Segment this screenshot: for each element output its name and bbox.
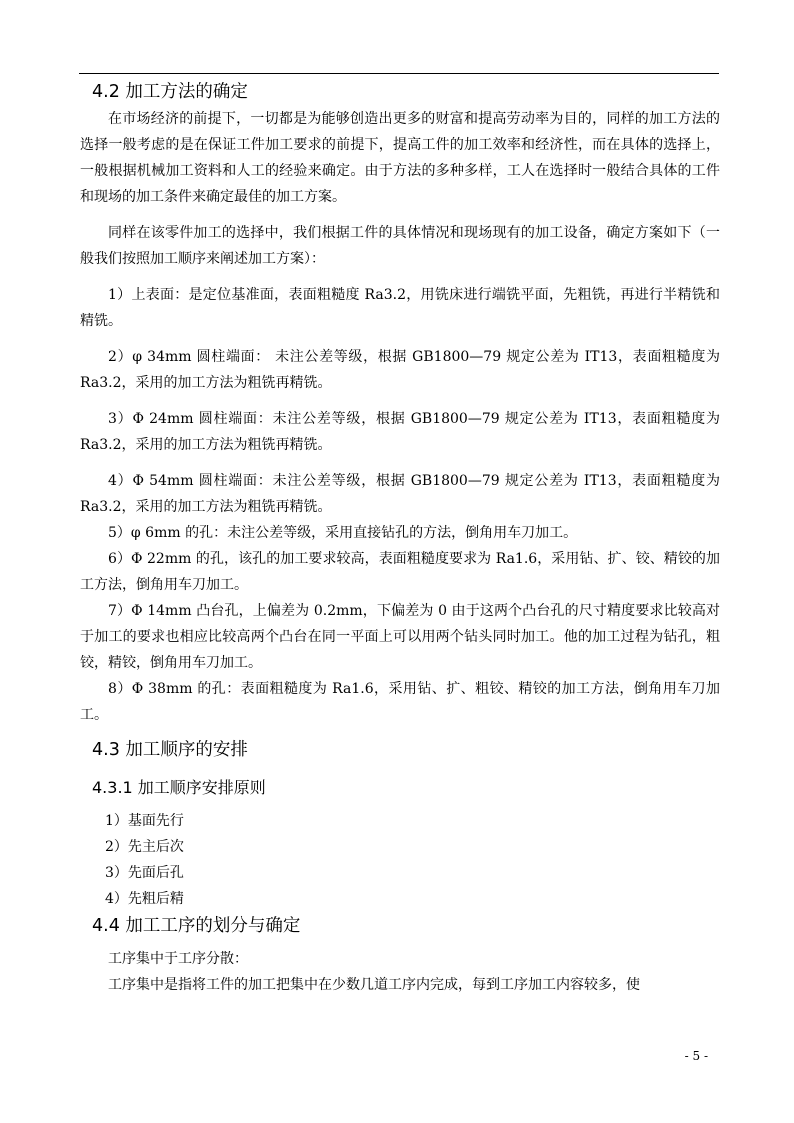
list-item: 5）φ 6mm 的孔：未注公差等级，采用直接钻孔的方法，倒角用车刀加工。 <box>108 525 578 541</box>
list-item: 1）上表面：是定位基准面，表面粗糙度 Ra3.2，用铣床进行端铣平面，先粗铣，再进行半精铣和精铣。 <box>80 287 720 329</box>
list-item: 1）基面先行 <box>105 813 184 829</box>
list-item: 2）φ 34mm 圆柱端面： 未注公差等级，根据 GB1800—79 规定公差为 IT13，表面粗糙度为 Ra3.2，采用的加工方法为粗铣再精铣。 <box>80 349 720 391</box>
header-rule <box>79 73 719 74</box>
section-4-3-title: 4.3 加工顺序的安排 <box>92 740 248 760</box>
list-item: 4）Φ 54mm 圆柱端面：未注公差等级，根据 GB1800—79 规定公差为 IT13，表面粗糙度为 Ra3.2，采用的加工方法为粗铣再精铣。 <box>80 473 720 515</box>
document-body <box>80 78 720 998</box>
list-item: 3）Φ 24mm 圆柱端面：未注公差等级，根据 GB1800—79 规定公差为 IT13，表面粗糙度为 Ra3.2，采用的加工方法为粗铣再精铣。 <box>80 411 720 453</box>
list-item: 7）Φ 14mm 凸台孔，上偏差为 0.2mm，下偏差为 0 由于这两个凸台孔的尺寸精度要求比较高对于加工的要求也相应比较高两个凸台在同一平面上可以用两个钻头同时加工。他的加工过程为钻孔，粗铰，精铰，倒角用车刀加工。 <box>80 603 720 671</box>
section-4-3-1-title: 4.3.1 加工顺序安排原则 <box>92 778 266 797</box>
list-item: 6）Φ 22mm 的孔，该孔的加工要求较高，表面粗糙度要求为 Ra1.6，采用钻、扩、铰、精铰的加工方法，倒角用车刀加工。 <box>80 551 720 593</box>
list-item: 8）Φ 38mm 的孔：表面粗糙度为 Ra1.6，采用钻、扩、粗铰、精铰的加工方法，倒角用车刀加工。 <box>80 681 720 723</box>
paragraph: 工序集中是指将工件的加工把集中在少数几道工序内完成，每到工序加工内容较多，使 <box>108 977 640 993</box>
paragraph: 工序集中于工序分散： <box>108 951 248 967</box>
list-item: 3）先面后孔 <box>105 865 184 881</box>
section-4-4-title: 4.4 加工工序的划分与确定 <box>92 916 301 936</box>
paragraph: 同样在该零件加工的选择中，我们根据工件的具体情况和现场现有的加工设备，确定方案如下（一般我们按照加工顺序来阐述加工方案）： <box>80 225 720 267</box>
page-number: - 5 - <box>684 1049 708 1063</box>
paragraph: 在市场经济的前提下，一切都是为能够创造出更多的财富和提高劳动率为目的，同样的加工方法的选择一般考虑的是在保证工件加工要求的前提下，提高工件的加工效率和经济性，而在具体的选择上，一般根据机械加工资料和人工的经验来确定。由于方法的多种多样，工人在选择时一般结合具体的工件和现场的加工条件来确定最佳的加工方案。 <box>80 111 720 205</box>
section-4-2-title: 4.2 加工方法的确定 <box>92 82 248 102</box>
list-item: 4）先粗后精 <box>105 891 184 907</box>
list-item: 2）先主后次 <box>105 839 184 855</box>
